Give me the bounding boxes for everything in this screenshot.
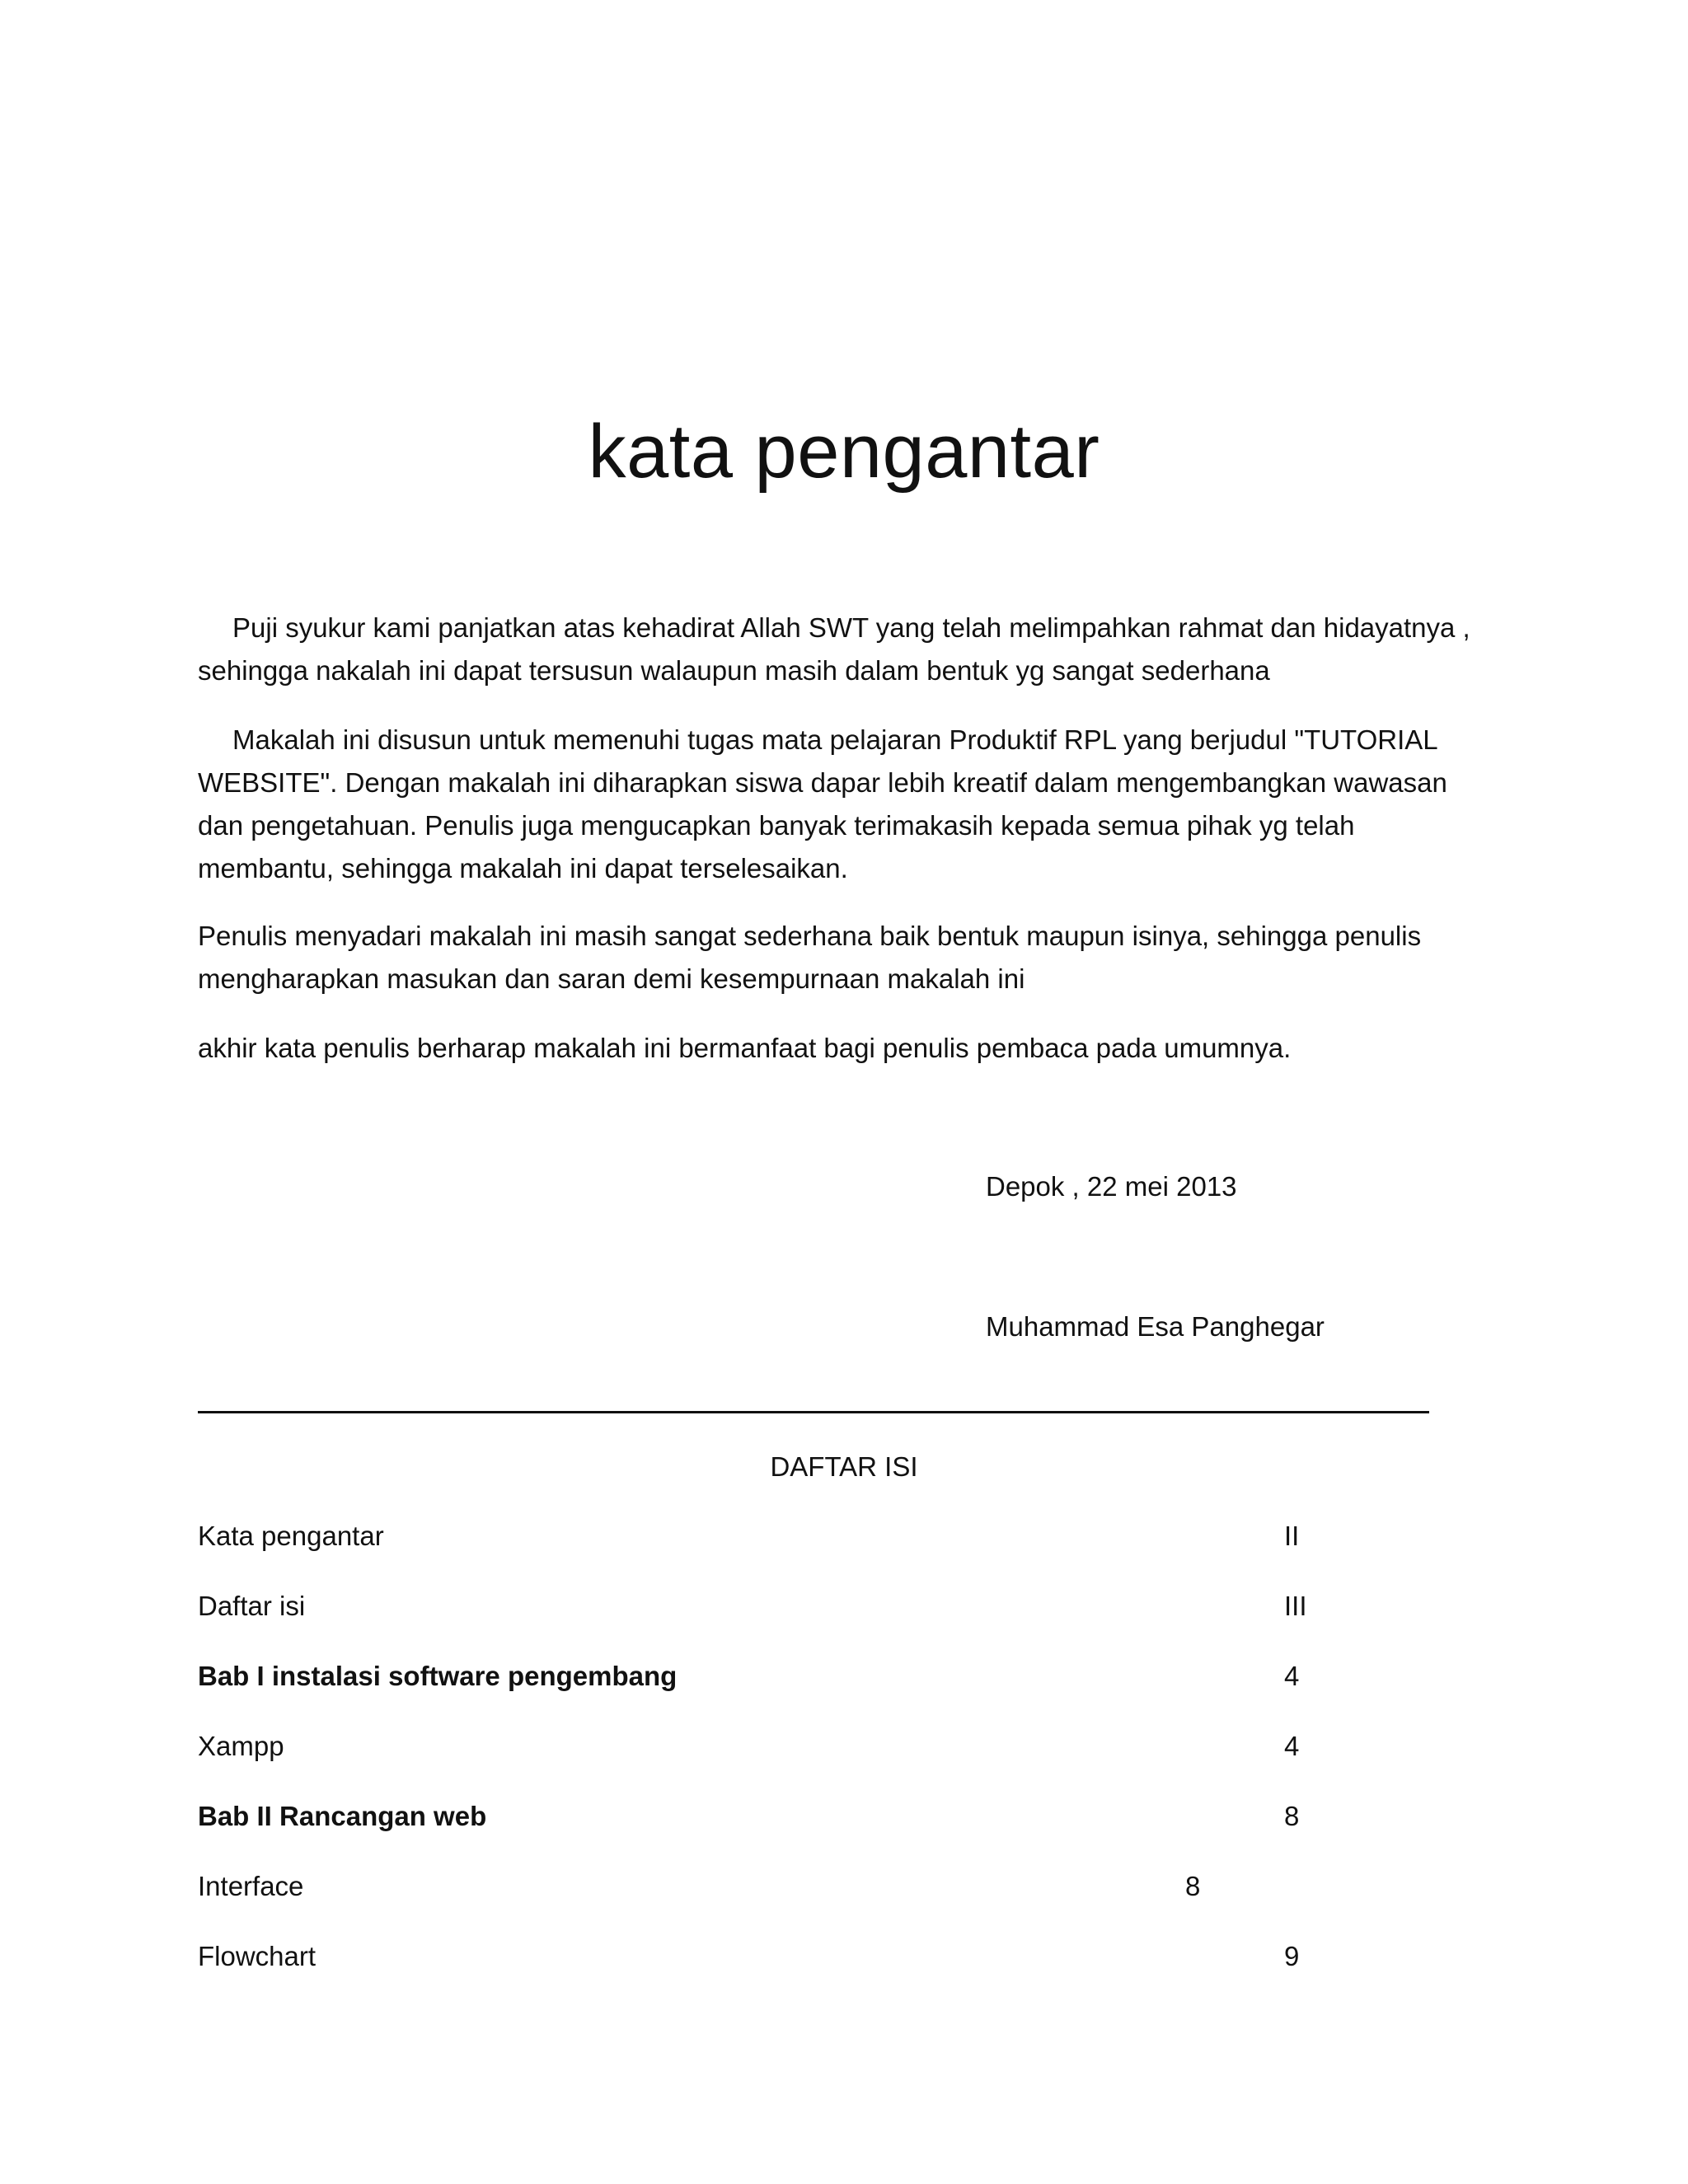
toc-page-number: III [1284, 1591, 1307, 1621]
toc-label: Kata pengantar [198, 1521, 384, 1551]
toc-page-number: 4 [1284, 1661, 1300, 1691]
paragraph-4: akhir kata penulis berharap makalah ini bermanfaat bagi penulis pembaca pada umumnya. [198, 1033, 1292, 1063]
toc-row-kata-pengantar [198, 1515, 1352, 1558]
toc-label: Daftar isi [198, 1591, 306, 1621]
page-title: kata pengantar [588, 410, 1100, 494]
toc-label: Flowchart [198, 1941, 316, 1971]
author-name: Muhammad Esa Panghegar [986, 1311, 1325, 1342]
toc-page-number: 8 [1185, 1871, 1201, 1901]
toc-row-daftar-isi [198, 1585, 1352, 1628]
toc-row-bab-1 [198, 1655, 1352, 1698]
paragraph-1-text: Puji syukur kami panjatkan atas kehadirat Allah SWT yang telah melimpahkan rahmat dan hidayatnya , sehingga nakalah ini dapat tersusun walaupun masih dalam bentuk yg sangat sederhana [198, 612, 1470, 686]
toc-label: Bab I instalasi software pengembang [198, 1661, 678, 1691]
place-date: Depok , 22 mei 2013 [986, 1171, 1237, 1202]
toc-page-number: 4 [1284, 1731, 1300, 1761]
toc-page-number: 9 [1284, 1941, 1300, 1971]
paragraph-1 [198, 607, 1484, 692]
toc-page-number: II [1284, 1521, 1300, 1551]
toc-label: Xampp [198, 1731, 284, 1761]
toc-label: Interface [198, 1871, 304, 1901]
paragraph-2-text: Makalah ini disusun untuk memenuhi tugas mata pelajaran Produktif RPL yang berjudul "TUTORIAL WEBSITE". Dengan makalah ini diharapkan siswa dapar lebih kreatif dalam mengembangkan wawasan dan pengetahuan. Penulis juga mengucapkan banyak terimakasih kepada semua pihak yg telah membantu, sehingga makalah ini dapat terselesaikan. [198, 724, 1447, 883]
toc-row-interface [198, 1865, 1352, 1908]
toc-row-xampp [198, 1725, 1352, 1768]
toc-row-bab-2 [198, 1795, 1352, 1838]
toc-page-number: 8 [1284, 1801, 1300, 1831]
paragraph-3: Penulis menyadari makalah ini masih sangat sederhana baik bentuk maupun isinya, sehingga penulis mengharapkan masukan dan saran demi kesempurnaan makalah ini [198, 921, 1422, 994]
toc-title: DAFTAR ISI [770, 1451, 918, 1482]
toc-row-flowchart [198, 1935, 1352, 1978]
divider-line [198, 1411, 1429, 1413]
toc-label: Bab II Rancangan web [198, 1801, 487, 1831]
paragraph-2 [198, 719, 1484, 890]
